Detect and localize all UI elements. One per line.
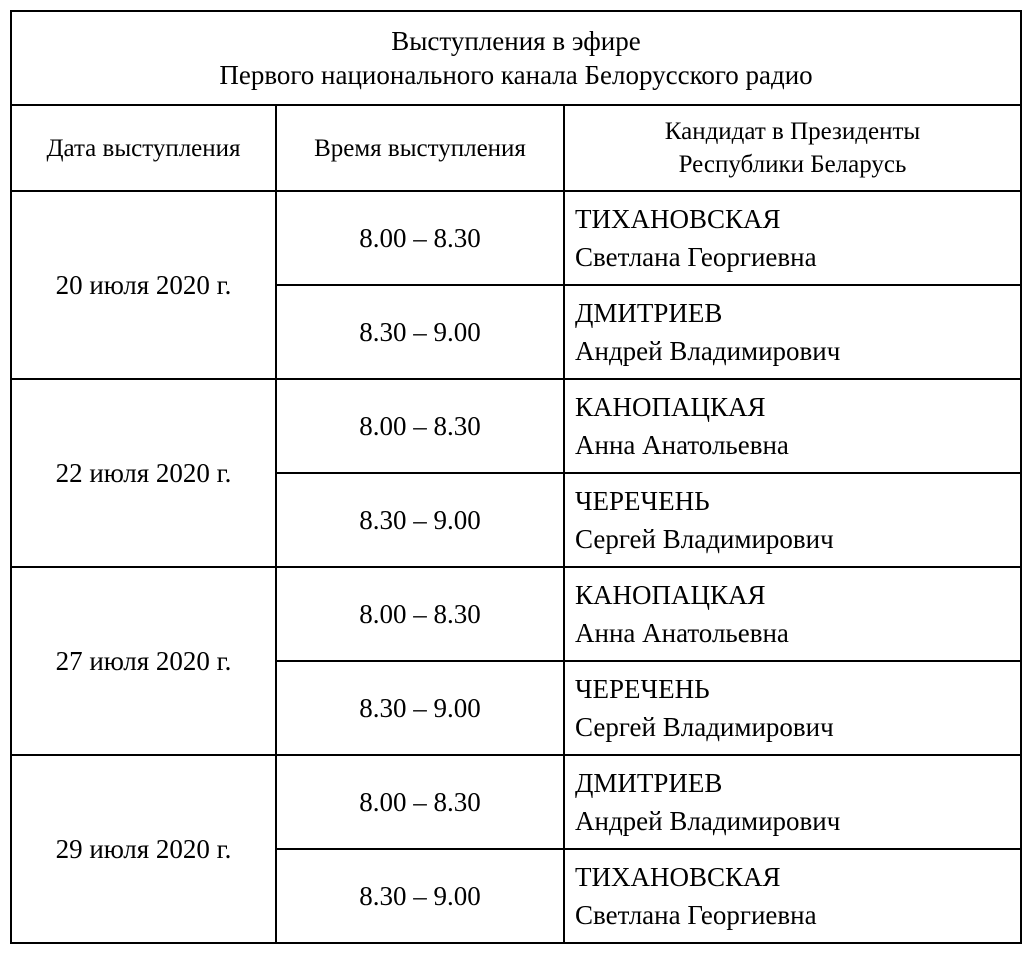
candidate-given-names: Сергей Владимирович [575, 712, 834, 742]
candidate-cell [564, 379, 1021, 473]
time-cell: 8.30 – 9.00 [276, 285, 564, 379]
candidate-surname: КАНОПАЦКАЯ [575, 580, 766, 610]
candidate-given-names: Андрей Владимирович [575, 336, 841, 366]
candidate-given-names: Сергей Владимирович [575, 524, 834, 554]
date-cell: 20 июля 2020 г. [11, 191, 276, 379]
time-cell: 8.30 – 9.00 [276, 661, 564, 755]
header-candidate-line-1: Кандидат в Президенты [664, 118, 921, 145]
candidate-cell [564, 567, 1021, 661]
candidate-cell [564, 661, 1021, 755]
header-date-label: Дата выступления [46, 134, 241, 162]
table-row [11, 755, 1021, 849]
table-title [11, 11, 1021, 105]
candidate-given-names: Анна Анатольевна [575, 430, 789, 460]
time-cell: 8.30 – 9.00 [276, 849, 564, 943]
date-cell: 22 июля 2020 г. [11, 379, 276, 567]
header-time-label: Время выступления [314, 134, 526, 162]
title-line-2: Первого национального канала Белорусского радио [219, 60, 813, 90]
header-candidate [564, 105, 1021, 191]
table-row [11, 191, 1021, 285]
candidate-surname: ДМИТРИЕВ [575, 298, 723, 328]
candidate-cell [564, 755, 1021, 849]
candidate-surname: ТИХАНОВСКАЯ [575, 862, 781, 892]
table-row [11, 379, 1021, 473]
time-cell: 8.00 – 8.30 [276, 379, 564, 473]
candidate-cell [564, 473, 1021, 567]
title-row [11, 11, 1021, 105]
date-cell: 27 июля 2020 г. [11, 567, 276, 755]
header-time [276, 105, 564, 191]
candidate-cell [564, 285, 1021, 379]
candidate-cell [564, 849, 1021, 943]
time-cell: 8.00 – 8.30 [276, 191, 564, 285]
candidate-surname: ЧЕРЕЧЕНЬ [575, 486, 710, 516]
title-line-1: Выступления в эфире [391, 26, 641, 56]
header-row [11, 105, 1021, 191]
broadcast-schedule-table [10, 10, 1022, 944]
time-cell: 8.00 – 8.30 [276, 755, 564, 849]
candidate-given-names: Светлана Георгиевна [575, 242, 817, 272]
candidate-given-names: Светлана Георгиевна [575, 900, 817, 930]
candidate-surname: ДМИТРИЕВ [575, 768, 723, 798]
candidate-given-names: Андрей Владимирович [575, 806, 841, 836]
table-row [11, 567, 1021, 661]
candidate-surname: ТИХАНОВСКАЯ [575, 204, 781, 234]
candidate-cell [564, 191, 1021, 285]
header-candidate-line-2: Республики Беларусь [678, 151, 907, 178]
candidate-surname: КАНОПАЦКАЯ [575, 392, 766, 422]
time-cell: 8.00 – 8.30 [276, 567, 564, 661]
candidate-surname: ЧЕРЕЧЕНЬ [575, 674, 710, 704]
candidate-given-names: Анна Анатольевна [575, 618, 789, 648]
time-cell: 8.30 – 9.00 [276, 473, 564, 567]
date-cell: 29 июля 2020 г. [11, 755, 276, 943]
header-date [11, 105, 276, 191]
